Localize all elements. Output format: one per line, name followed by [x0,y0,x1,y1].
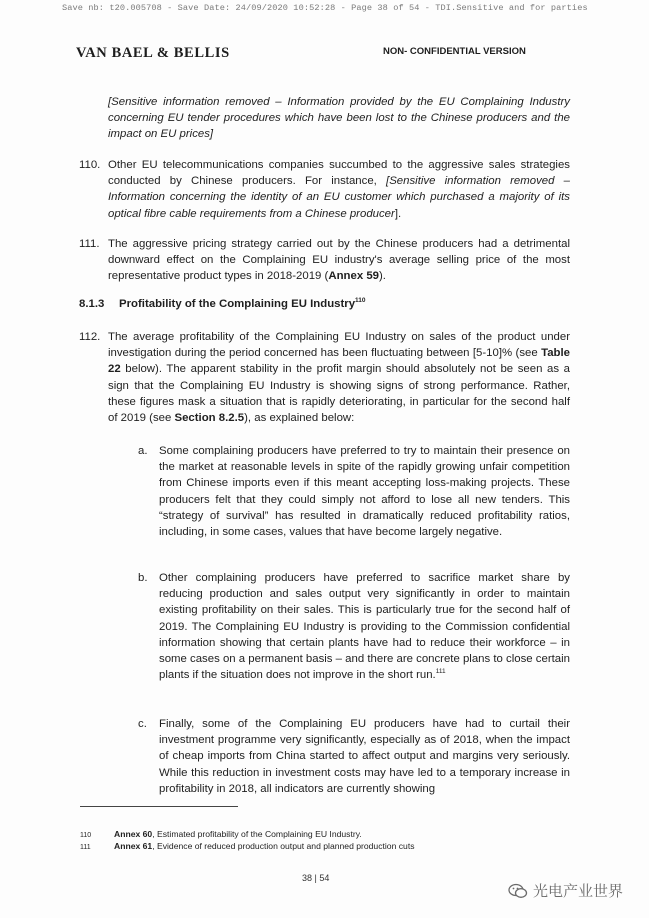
wechat-icon [508,883,528,899]
footnote-text: , Estimated profitability of the Complaining EU Industry. [152,829,362,839]
bracket-close: ]. [394,207,402,220]
paragraph-111 [108,236,570,285]
paragraph-text: below). The apparent stability in the profit margin should absolutely not be seen as a sign that the Complaining EU Industry is showing signs of strong performance. Rather, these figures mask a situation that is rapidly deteriorating, in particular for the second half of 2019 (see [108,363,570,425]
confidentiality-label: NON- CONFIDENTIAL VERSION [383,46,526,57]
watermark [508,880,623,901]
list-marker: a. [138,445,148,457]
footnote-ref: 111 [435,668,446,676]
footnote [80,841,415,851]
section-reference: Section 8.2.5 [174,412,245,425]
list-marker: b. [138,572,148,584]
footnote [80,829,362,839]
paragraph-text: The aggressive pricing strategy carried out by the Chinese producers had a detrimental downward effect on the Complaining EU industry's average selling price of the most representative product types in 2018-2019 ( [108,238,570,283]
footnote-number: 111 [80,844,91,851]
paragraph-text: ), as explained below: [244,412,355,425]
paragraph-number: 111. [79,238,100,250]
section-number: 8.1.3 [79,298,105,310]
footnote-annex: Annex 61 [114,841,153,851]
footnote-text: , Evidence of reduced production output and planned production cuts [152,841,415,851]
paragraph-number: 112. [79,331,101,343]
document-save-stamp: Save nb: t20.005708 - Save Date: 24/09/2020 10:52:28 - Page 38 of 54 - TDI.Sensitive and for parties [62,3,588,13]
page-number: 38 | 54 [302,873,330,883]
watermark-text: 光电产业世界 [533,882,624,900]
footnote-divider [80,806,238,807]
law-firm-name: VAN BAEL & BELLIS [76,45,230,61]
paragraph-text: Other EU telecommunications companies succumbed to the aggressive sales strategies conducted by Chinese producers. For instance, [108,159,570,188]
list-item-text: Other complaining producers have preferred to sacrifice market share by reducing production and sales output very significantly in order to maintain existing profitability on their sales. This is particularly true for the second half of 2019. The Complaining EU Industry is providing to the Commission confidential information showing that certain plants have had to reduce their workforce – in some cases on a permanent basis – and there are concrete plans to close certain plants if the situation does not improve in the short run. [159,572,570,682]
list-marker: c. [138,718,147,730]
footnote-number: 110 [80,832,92,839]
paragraph-110 [108,157,570,222]
footnote-ref: 110 [355,297,366,304]
list-item-a: Some complaining producers have preferred to try to maintain their presence on the market at reasonable levels in spite of the rapidly growing unfair competition from Chinese imports even if this meant accepting loss-making projects. These producers felt that they could simply not afford to lose all new tenders. This “strategy of survival” has resulted in dramatically reduced profitability ratios, including, in some cases, values that have become largely negative. [159,445,570,539]
annex-reference: Annex 59 [328,270,380,283]
paragraph-text: The average profitability of the Complaining EU Industry on sales of the product under investigation during the period concerned has been fluctuating between [5-10]% (see [108,331,570,360]
section-heading [79,298,366,310]
footnote-annex: Annex 60 [114,829,153,839]
list-item-b [159,570,570,683]
list-item-c: Finally, some of the Complaining EU producers have had to curtail their investment programme very significantly, especially as of 2018, when the impact of cheap imports from China started to affect output and margins very seriously. While this reduction in investment costs may have led to a temporary increase in profitability in 2018, all indicators are currently showing [159,718,570,795]
sensitive-info-bracket: [Sensitive information removed – Information provided by the EU Complaining Industry concerning EU tender procedures which have been lost to the Chinese producers and the impact on EU prices] [108,96,570,141]
paragraph-number: 110. [79,159,101,171]
section-title: Profitability of the Complaining EU Industry [119,298,356,310]
paragraph-112 [108,329,570,426]
table-reference: Table 22 [108,347,570,376]
sensitive-info-inline: [Sensitive information removed – Information concerning the identity of an EU customer which purchased a majority of its optical fibre cable requirements from a Chinese producer [108,175,570,220]
paragraph-end: ). [379,270,386,283]
